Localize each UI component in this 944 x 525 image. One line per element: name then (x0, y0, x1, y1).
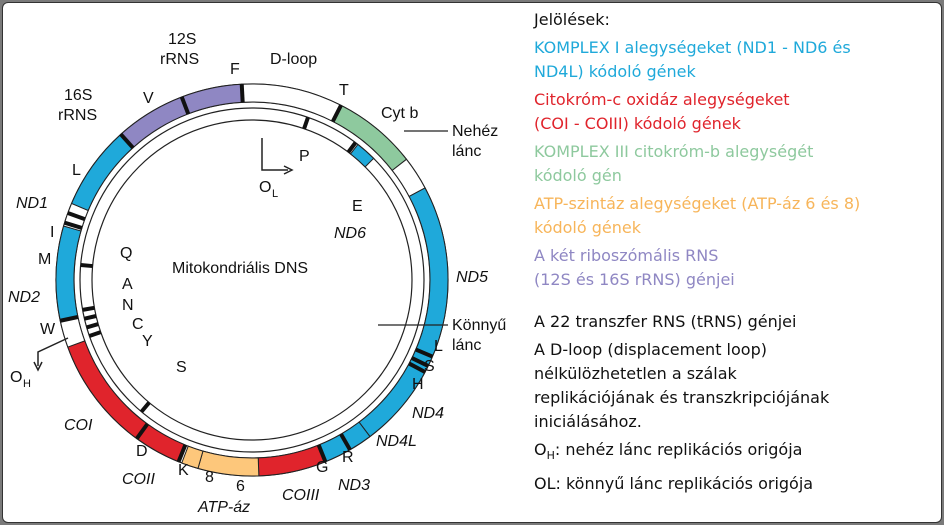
legend-complex3-line1: KOMPLEX III citokróm-b alegységét (534, 142, 814, 161)
gene-label-nd4l: ND4L (376, 433, 417, 450)
trna-label-e: E (352, 198, 363, 215)
trna-label-f: F (230, 61, 240, 78)
heavy-strand-label-line2: lánc (452, 143, 482, 160)
legend-dloop-line1: A D-loop (displacement loop) (534, 340, 767, 359)
trna-label-l1: L (72, 162, 81, 179)
center-label: Mitokondriális DNS (172, 260, 309, 277)
trna-label-t: T (339, 82, 349, 99)
origin-light-sub: L (272, 188, 279, 200)
legend-dloop-line4: iniciálásához. (534, 412, 642, 431)
legend-rrna-line2: (12S és 16S rRNS) génjei (534, 270, 735, 289)
trna-label-q: Q (120, 245, 133, 262)
legend-complex1-line1: KOMPLEX I alegységeket (ND1 - ND6 és (534, 38, 851, 57)
trna-label-a: A (122, 276, 133, 293)
trna-label-atp6: 6 (236, 478, 245, 495)
heavy-strand-label-line1: Nehéz (452, 123, 499, 140)
cytb-label: Cyt b (381, 105, 419, 122)
trna-label-n: N (122, 297, 134, 314)
origin-heavy-label: O (10, 369, 23, 386)
legend-cox-line1: Citokróm-c oxidáz alegységeket (534, 90, 790, 109)
gene-label-coi: COI (64, 417, 93, 434)
trna-label-s-inner: S (176, 359, 187, 376)
gene-label-nd5: ND5 (456, 269, 489, 286)
origin-heavy-sub: H (23, 378, 31, 390)
trna-label-i: I (50, 224, 55, 241)
gene-label-nd4: ND4 (412, 405, 445, 422)
legend-oh (534, 438, 938, 468)
trna-label-atp8: 8 (205, 469, 214, 486)
tick-n (84, 316, 96, 319)
legend-atp-line2: kódoló gének (534, 218, 641, 237)
tick-q (81, 265, 93, 266)
segment-nd2 (56, 226, 81, 321)
legend-atp-line1: ATP-szintáz alegységeket (ATP-áz 6 és 8) (534, 194, 861, 213)
light-strand-label-line2: lánc (452, 337, 482, 354)
trna-label-w: W (40, 321, 56, 338)
light-strand-label-line1: Könnyű (452, 317, 507, 334)
tick-a (83, 308, 95, 310)
legend-panel (534, 8, 938, 496)
trna-label-g: G (316, 459, 329, 476)
origin-heavy-arrow (38, 338, 68, 366)
trna-label-d: D (136, 443, 148, 460)
trna-label-p: P (299, 148, 310, 165)
gene-label-nd3: ND3 (338, 477, 371, 494)
legend-dloop-line2: nélkülözhetetlen a szálak (534, 364, 737, 383)
legend-complex1-line2: ND4L) kódoló gének (534, 62, 696, 81)
tick-f (242, 84, 243, 102)
legend-ol: OL: könnyű lánc replikációs origója (534, 474, 814, 494)
trna-label-c: C (132, 316, 144, 333)
legend-oh-sub: H (546, 449, 555, 463)
legend-title: Jelölések: (534, 10, 610, 29)
gene-label-nd6: ND6 (334, 225, 367, 242)
legend-dloop-line3: replikációjának és transzkripciójának (534, 388, 830, 407)
trna-label-l2: L (434, 338, 443, 355)
gene-label-coii: COII (122, 471, 155, 488)
rrna16-label-line2: rRNS (58, 107, 98, 124)
gene-label-nd2: ND2 (8, 289, 41, 306)
legend-trna: A 22 transzfer RNS (tRNS) génjei (534, 312, 797, 331)
trna-label-s-outer: S (424, 358, 435, 375)
gene-label-coiii: COIII (282, 487, 320, 504)
legend-complex3-line2: kódoló gén (534, 166, 622, 185)
trna-label-h: H (412, 376, 424, 393)
legend-cox-line2: (COI - COIII) kódoló gének (534, 114, 741, 133)
trna-label-k: K (178, 462, 189, 479)
legend-rrna-line1: A két riboszómális RNS (534, 246, 719, 265)
trna-label-r: R (342, 449, 354, 466)
dloop-label: D-loop (270, 51, 318, 68)
inner-ring-inner-edge (92, 120, 412, 440)
rrna16-label-line1: 16S (64, 87, 93, 104)
origin-light-label: O (259, 179, 272, 196)
trna-label-m: M (38, 251, 52, 268)
rrna12-label-line1: 12S (168, 31, 197, 48)
legend-oh-rest: : nehéz lánc replikációs origója (554, 440, 803, 459)
legend-oh-o: O (534, 440, 547, 459)
trna-label-y: Y (142, 333, 153, 350)
gene-label-nd1: ND1 (16, 195, 49, 212)
trna-label-v: V (143, 90, 154, 107)
rrna12-label-line2: rRNS (160, 51, 200, 68)
gene-label-atpaz: ATP-áz (198, 499, 251, 516)
